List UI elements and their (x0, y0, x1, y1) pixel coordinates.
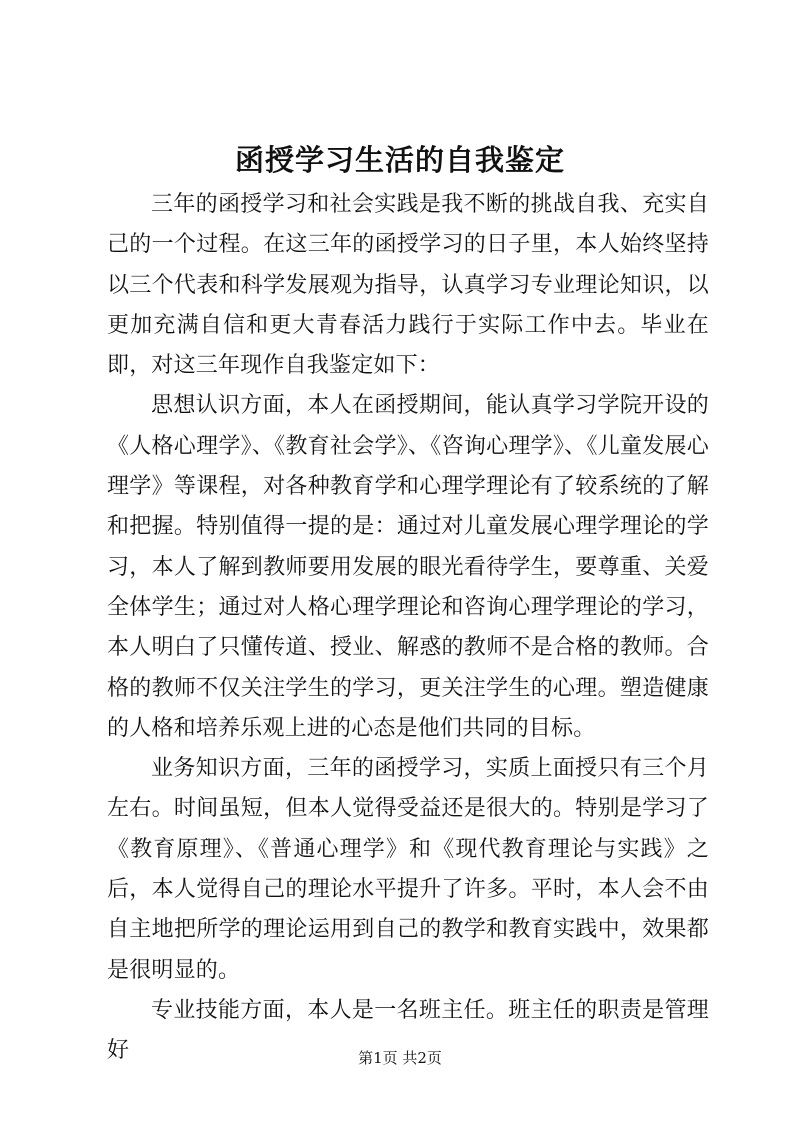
paragraph-professional-knowledge: 业务知识方面，三年的函授学习，实质上面授只有三个月左右。时间虽短，但本人觉得受益还是很大的。特别是学习了《教育原理》、《普通心理学》和《现代教育理论与实践》之后，本人觉得自己的理论水平提升了许多。平时，本人会不由自主地把所学的理论运用到自己的教学和教育实践中，效果都是很明显的。 (107, 756, 709, 983)
document-body (107, 185, 709, 1072)
document-title: 函授学习生活的自我鉴定 (234, 143, 565, 177)
paragraph-intro: 三年的函授学习和社会实践是我不断的挑战自我、充实自己的一个过程。在这三年的函授学习的日子里，本人始终坚持以三个代表和科学发展观为指导，认真学习专业理论知识，以更加充满自信和更大青春活力践行于实际工作中去。毕业在即，对这三年现作自我鉴定如下： (107, 192, 709, 379)
paragraph-professional-skills: 专业技能方面，本人是一名班主任。班主任的职责是管理好 (107, 997, 709, 1064)
paragraph-ideology: 思想认识方面，本人在函授期间，能认真学习学院开设的《人格心理学》、《教育社会学》、《咨询心理学》、《儿童发展心理学》等课程，对各种教育学和心理学理论有了较系统的了解和把握。特别值得一提的是：通过对儿童发展心理学理论的学习，本人了解到教师要用发展的眼光看待学生，要尊重、关爱全体学生；通过对人格心理学理论和咨询心理学理论的学习，本人明白了只懂传道、授业、解惑的教师不是合格的教师。合格的教师不仅关注学生的学习，更关注学生的心理。塑造健康的人格和培养乐观上进的心态是他们共同的目标。 (107, 393, 709, 741)
page-number-footer: 第1页 共2页 (358, 1049, 442, 1067)
